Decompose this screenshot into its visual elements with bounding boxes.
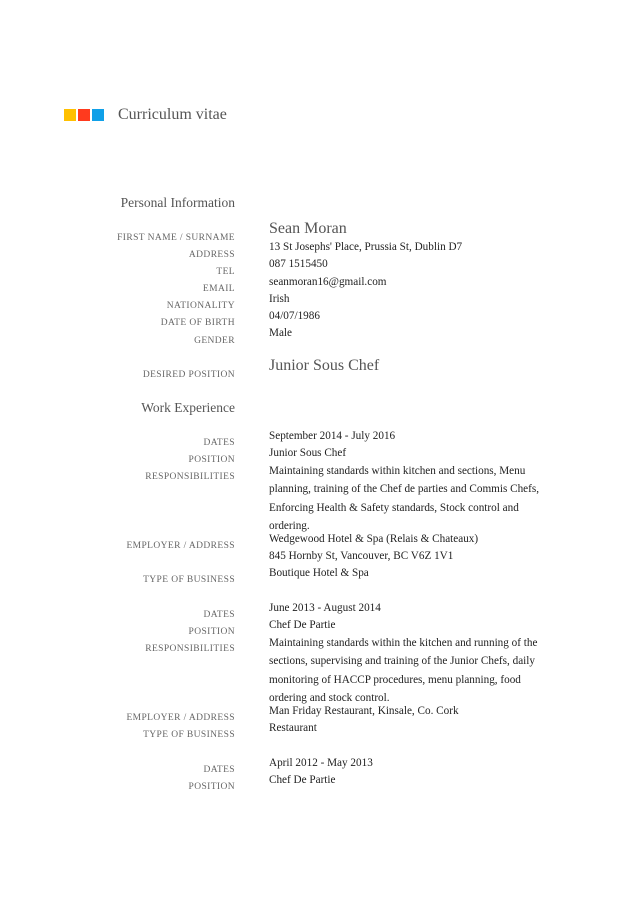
section-heading-work: Work Experience (141, 400, 235, 415)
job3-label-dates: DATES (203, 765, 235, 775)
job2-responsibilities: Maintaining standards within the kitchen and running of the sections, supervising and training of the Junior Chefs, daily monitoring of HACCP procedures, menu planning, food ordering and stock control. (269, 637, 538, 704)
label-tel: TEL (216, 267, 235, 277)
job1-responsibilities: Maintaining standards within kitchen and sections, Menu planning, training of the Chef de parties and Commis Chefs, Enforcing Health & Safety standards, Stock control and ordering. (269, 465, 540, 532)
document-title: Curriculum vitae (118, 106, 227, 123)
job2-dates: June 2013 - August 2014 (269, 602, 381, 614)
job2-employer: Man Friday Restaurant, Kinsale, Co. Cork (269, 705, 459, 717)
value-name: Sean Moran (269, 220, 347, 237)
value-desired-position: Junior Sous Chef (269, 357, 380, 374)
value-dob: 04/07/1986 (269, 310, 320, 322)
job3-position: Chef De Partie (269, 774, 336, 786)
job1-label-dates: DATES (203, 438, 235, 448)
job2-label-position: POSITION (188, 627, 235, 637)
job1-type: Boutique Hotel & Spa (269, 567, 369, 579)
label-desired-position: DESIRED POSITION (142, 370, 235, 380)
job1-label-position: POSITION (188, 455, 235, 465)
job2-type: Restaurant (269, 722, 317, 734)
job1-dates: September 2014 - July 2016 (269, 430, 396, 442)
value-address: 13 St Josephs' Place, Prussia St, Dublin D7 (269, 241, 463, 253)
job2-label-dates: DATES (203, 610, 235, 620)
job1-label-employer: EMPLOYER / ADDRESS (126, 541, 235, 551)
value-email: seanmoran16@gmail.com (269, 276, 387, 288)
label-email: EMAIL (202, 284, 235, 294)
logo-square-red (78, 109, 90, 121)
job1-label-type: TYPE OF BUSINESS (143, 575, 235, 585)
label-nationality: NATIONALITY (166, 301, 235, 311)
logo-square-yellow (64, 109, 76, 121)
label-address: ADDRESS (188, 250, 235, 260)
job2-label-type: TYPE OF BUSINESS (143, 730, 235, 740)
job3-label-position: POSITION (188, 782, 235, 792)
job1-employer-address: 845 Hornby St, Vancouver, BC V6Z 1V1 (269, 550, 454, 562)
job1-label-responsibilities: RESPONSIBILITIES (145, 472, 235, 482)
job1-position: Junior Sous Chef (269, 447, 347, 459)
section-heading-personal: Personal Information (120, 195, 235, 210)
label-dob: DATE OF BIRTH (160, 318, 235, 328)
job3-dates: April 2012 - May 2013 (269, 757, 373, 769)
label-gender: GENDER (194, 336, 235, 346)
value-tel: 087 1515450 (269, 258, 328, 270)
value-nationality: Irish (269, 293, 290, 305)
job2-position: Chef De Partie (269, 619, 336, 631)
job2-label-responsibilities: RESPONSIBILITIES (145, 644, 235, 654)
job1-employer: Wedgewood Hotel & Spa (Relais & Chateaux) (269, 533, 479, 545)
logo-square-blue (92, 109, 104, 121)
label-name: FIRST NAME / SURNAME (117, 233, 235, 243)
value-gender: Male (269, 327, 292, 339)
cv-logo (64, 109, 104, 121)
job2-label-employer: EMPLOYER / ADDRESS (126, 713, 235, 723)
